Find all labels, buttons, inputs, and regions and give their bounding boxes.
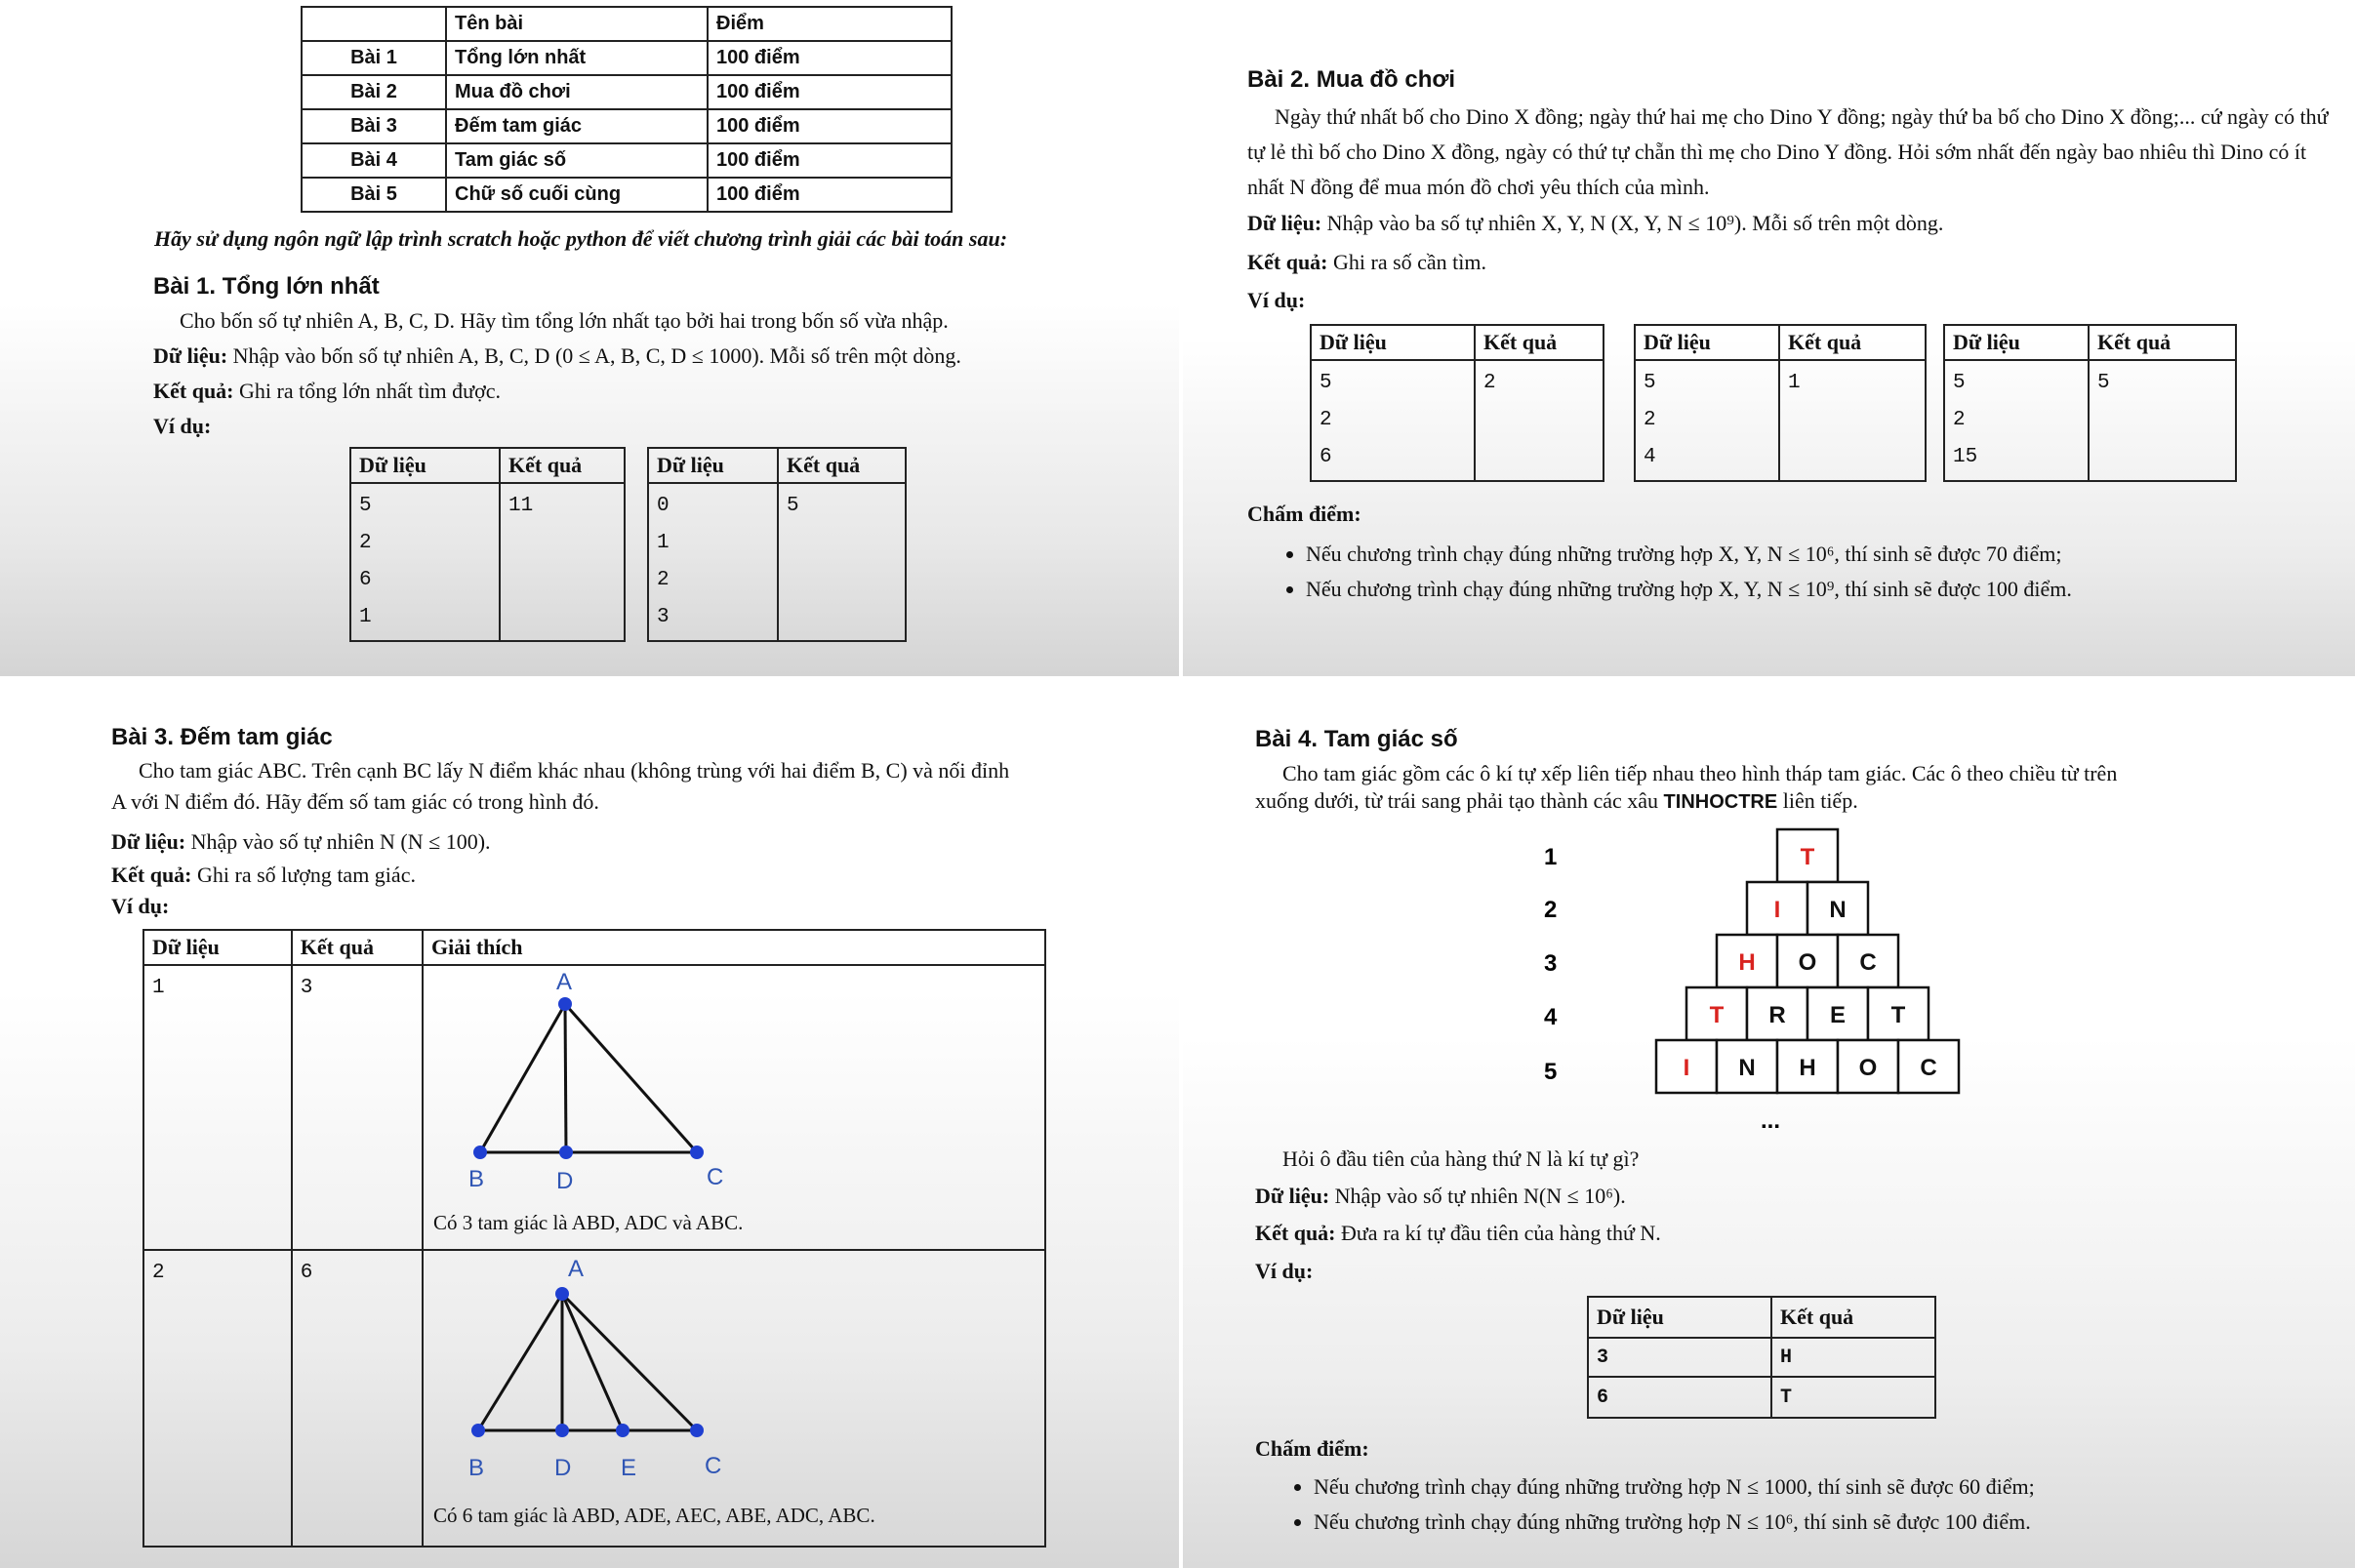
- pyramid-letter: T: [1890, 1002, 1906, 1028]
- instruction-text: Hãy sử dụng ngôn ngữ lập trình scratch hoặc python để viết chương trình giải các bài toán sau:: [154, 226, 1008, 251]
- example-input-line: 4: [1644, 446, 1656, 468]
- summary-row: [302, 178, 952, 212]
- pyramid-letter: I: [1773, 897, 1781, 923]
- quadrant-bai2: [1183, 0, 2355, 676]
- pyramid-letter: C: [1920, 1055, 1937, 1081]
- bai3-output-label: Kết quả:: [111, 863, 192, 887]
- example-input-line: 0: [657, 495, 670, 517]
- row-number: 4: [1544, 1004, 1558, 1030]
- bai1-input-text: Nhập vào bốn số tự nhiên A, B, C, D (0 ≤ A, B, C, D ≤ 1000). Mỗi số trên một dòng.: [227, 343, 961, 368]
- summary-cell: Đếm tam giác: [446, 109, 708, 143]
- bai4-input-text: Nhập vào số tự nhiên N(N ≤ 10⁶).: [1329, 1184, 1626, 1208]
- bai1-output-label: Kết quả:: [153, 379, 234, 403]
- point-d: [555, 1424, 569, 1437]
- bai4-output-line: [1255, 1219, 1661, 1248]
- example-input-line: 6: [359, 569, 372, 591]
- bai4-description-end: liên tiếp.: [1777, 788, 1858, 813]
- summary-row: [302, 143, 952, 178]
- bai2-input-label: Dữ liệu:: [1247, 211, 1322, 235]
- example-input-line: 6: [1320, 446, 1332, 468]
- summary-cell: Bài 3: [302, 109, 446, 143]
- summary-cell: Bài 2: [302, 75, 446, 109]
- example-input-line: 5: [1953, 372, 1966, 394]
- bai2-output-line: [1247, 248, 1486, 277]
- bai4-example-table: [1587, 1296, 1936, 1419]
- bai3-description-line2: A với N điểm đó. Hãy đếm số tam giác có trong hình đó.: [111, 789, 599, 814]
- bai1-example-table-1: [349, 447, 626, 642]
- example-input-line: 5: [359, 495, 372, 517]
- quadrant-bai1: [0, 0, 1179, 676]
- point-c: [690, 1146, 704, 1159]
- col-header-output: Kết quả: [500, 448, 625, 483]
- bai4-input-line: [1255, 1182, 1626, 1211]
- bai4-description-text: xuống dưới, từ trái sang phải tạo thành các xâu: [1255, 788, 1664, 813]
- example-output: T: [1771, 1377, 1935, 1418]
- example-input-line: 2: [1320, 409, 1332, 431]
- example-input: [648, 483, 778, 641]
- scoring-item: • Nếu chương trình chạy đúng những trường hợp X, Y, N ≤ 10⁹, thí sinh sẽ được 100 điểm.: [1306, 572, 2072, 607]
- point-d: [559, 1146, 573, 1159]
- example-output: 11: [500, 483, 625, 641]
- summary-cell: 100 điểm: [708, 109, 952, 143]
- col-header-input: Dữ liệu: [143, 930, 292, 965]
- bai1-example-label: Ví dụ:: [153, 414, 212, 438]
- scoring-item: • Nếu chương trình chạy đúng những trường hợp N ≤ 1000, thí sinh sẽ được 60 điểm;: [1314, 1469, 2035, 1505]
- bai4-description-line1: Cho tam giác gồm các ô kí tự xếp liên tiếp nhau theo hình tháp tam giác. Các ô theo chiều từ trên: [1282, 761, 2118, 785]
- label-d: D: [554, 1455, 572, 1481]
- pyramid-ellipsis: ...: [1761, 1107, 1781, 1134]
- bai3-input-text: Nhập vào số tự nhiên N (N ≤ 100).: [185, 829, 491, 854]
- example-input: [350, 483, 500, 641]
- row-number: 3: [1544, 950, 1558, 977]
- bai3-input-line: [111, 827, 491, 857]
- bai3-output-line: [111, 861, 416, 890]
- col-header-output: Kết quả: [778, 448, 906, 483]
- scoring-item: • Nếu chương trình chạy đúng những trường hợp N ≤ 10⁶, thí sinh sẽ được 100 điểm.: [1314, 1505, 2035, 1540]
- example-output: 6: [292, 1250, 423, 1547]
- summary-cell: 100 điểm: [708, 178, 952, 212]
- example-input-line: 1: [657, 532, 670, 554]
- label-a: A: [556, 969, 573, 995]
- label-b: B: [468, 1166, 485, 1192]
- col-header-explain: Giải thích: [423, 930, 1045, 965]
- label-b: B: [468, 1455, 485, 1481]
- example-output: 2: [1475, 360, 1604, 481]
- example-input: 2: [143, 1250, 292, 1547]
- example-input: 1: [143, 965, 292, 1250]
- summary-row: [302, 41, 952, 75]
- summary-cell: Tam giác số: [446, 143, 708, 178]
- bai2-example-table-3: [1943, 324, 2237, 482]
- example-input: 3: [1588, 1338, 1771, 1377]
- bai3-output-text: Ghi ra số lượng tam giác.: [191, 863, 416, 887]
- bai2-example-table-2: [1634, 324, 1927, 482]
- example-output: H: [1771, 1338, 1935, 1377]
- bai4-scoring-label: Chấm điểm:: [1255, 1436, 1369, 1461]
- col-header-input: Dữ liệu: [1311, 325, 1475, 360]
- bai2-output-label: Kết quả:: [1247, 250, 1328, 274]
- pyramid-letter: R: [1768, 1002, 1786, 1028]
- bai4-question: Hỏi ô đầu tiên của hàng thứ N là kí tự gì?: [1282, 1146, 1640, 1171]
- pyramid-letter: I: [1683, 1055, 1690, 1081]
- point-a: [555, 1287, 569, 1301]
- example-input-line: 15: [1953, 446, 1978, 468]
- summary-cell: 100 điểm: [708, 41, 952, 75]
- pyramid-letter: E: [1829, 1002, 1847, 1028]
- example-input-line: 2: [657, 569, 670, 591]
- bai2-output-text: Ghi ra số cần tìm.: [1327, 250, 1487, 274]
- edge-ab: [480, 1004, 565, 1152]
- col-header-output: Kết quả: [292, 930, 423, 965]
- summary-header-cell: Điểm: [708, 7, 952, 41]
- col-header-output: Kết quả: [1475, 325, 1604, 360]
- scoring-item: • Nếu chương trình chạy đúng những trường hợp X, Y, N ≤ 10⁶, thí sinh sẽ được 70 điểm;: [1306, 537, 2072, 572]
- col-header-input: Dữ liệu: [1588, 1297, 1771, 1338]
- bai2-input-text: Nhập vào ba số tự nhiên X, Y, N (X, Y, N ≤ 10⁹). Mỗi số trên một dòng.: [1321, 211, 1944, 235]
- triangle-diagram-2: [431, 1255, 1036, 1497]
- point-a: [558, 997, 572, 1011]
- col-header-output: Kết quả: [1771, 1297, 1935, 1338]
- bai2-title: Bài 2. Mua đồ chơi: [1247, 66, 1456, 93]
- example-input-line: 1: [359, 606, 372, 628]
- summary-cell: 100 điểm: [708, 143, 952, 178]
- row-number: 2: [1544, 897, 1558, 923]
- example-input-line: 2: [1644, 409, 1656, 431]
- quadrant-bai4: [1183, 681, 2355, 1568]
- col-header-input: Dữ liệu: [1944, 325, 2089, 360]
- col-header-output: Kết quả: [1779, 325, 1926, 360]
- bai4-scoring-list: [1255, 1469, 2035, 1540]
- pyramid-letter: H: [1799, 1055, 1816, 1081]
- col-header-input: Dữ liệu: [350, 448, 500, 483]
- pyramid-letter: T: [1800, 844, 1815, 870]
- example-input-line: 5: [1644, 372, 1656, 394]
- example-input: [1635, 360, 1779, 481]
- pyramid-letter: N: [1829, 897, 1847, 923]
- bai4-title: Bài 4. Tam giác số: [1255, 726, 1458, 752]
- bai4-example-label: Ví dụ:: [1255, 1259, 1314, 1283]
- example-output: 5: [2089, 360, 2236, 481]
- example-explain: [423, 1250, 1045, 1547]
- col-header-input: Dữ liệu: [1635, 325, 1779, 360]
- row-numbers: [1544, 844, 1558, 1085]
- label-a: A: [568, 1256, 585, 1282]
- summary-cell: Chữ số cuối cùng: [446, 178, 708, 212]
- bai1-title: Bài 1. Tổng lớn nhất: [153, 273, 380, 300]
- example-output: 5: [778, 483, 906, 641]
- summary-table: [301, 6, 953, 213]
- bai1-input-label: Dữ liệu:: [153, 343, 228, 368]
- pyramid-letter: O: [1798, 949, 1817, 976]
- edge-ac: [562, 1294, 697, 1430]
- summary-cell: Tổng lớn nhất: [446, 41, 708, 75]
- summary-cell: Bài 5: [302, 178, 446, 212]
- edge-ad: [565, 1004, 566, 1152]
- label-e: E: [621, 1455, 637, 1481]
- edge-ac: [565, 1004, 697, 1152]
- label-d: D: [556, 1168, 574, 1194]
- triangle-diagram-1: [431, 970, 1036, 1204]
- example-input: 6: [1588, 1377, 1771, 1418]
- example-input-line: 5: [1320, 372, 1332, 394]
- pyramid-letter: H: [1738, 949, 1756, 976]
- bai2-scoring-label: Chấm điểm:: [1247, 502, 1361, 526]
- bai4-description-line2: [1255, 786, 1858, 817]
- col-header-output: Kết quả: [2089, 325, 2236, 360]
- point-b: [473, 1146, 487, 1159]
- row-number: 1: [1544, 844, 1558, 870]
- bai1-output-line: [153, 377, 501, 406]
- bai1-input-line: [153, 342, 961, 371]
- example-input-line: 3: [657, 606, 670, 628]
- example-output: 1: [1779, 360, 1926, 481]
- example-explain: [423, 965, 1045, 1250]
- edge-ae: [562, 1294, 623, 1430]
- edge-ab: [478, 1294, 562, 1430]
- explain-text: Có 6 tam giác là ABD, ADE, AEC, ABE, ADC, ABC.: [433, 1504, 875, 1527]
- example-row: [143, 965, 1045, 1250]
- bai1-output-text: Ghi ra tổng lớn nhất tìm được.: [233, 379, 501, 403]
- bai2-description: Ngày thứ nhất bố cho Dino X đồng; ngày thứ hai mẹ cho Dino Y đồng; ngày thứ ba bố cho Dino X đồng;... cứ ngày có thứ tự lẻ thì bố cho Dino X đồng, ngày có thứ tự chẵn thì mẹ cho Dino Y đồng. Hỏi sớm nhất đến ngày bao nhiêu thì Dino có ít nhất N đồng để mua món đồ chơi yêu thích của mình.: [1247, 104, 2329, 199]
- bai3-example-table: [142, 929, 1046, 1548]
- example-input-line: 2: [359, 532, 372, 554]
- label-c: C: [707, 1164, 724, 1190]
- example-input: [1944, 360, 2089, 481]
- pyramid-letter: C: [1859, 949, 1877, 976]
- summary-cell: Bài 1: [302, 41, 446, 75]
- bai3-input-label: Dữ liệu:: [111, 829, 186, 854]
- explain-text: Có 3 tam giác là ABD, ADC và ABC.: [433, 1211, 744, 1234]
- example-input-line: 2: [1953, 409, 1966, 431]
- label-c: C: [705, 1453, 722, 1479]
- pyramid-letter: T: [1709, 1002, 1725, 1028]
- summary-cell: Mua đồ chơi: [446, 75, 708, 109]
- bai4-output-text: Đưa ra kí tự đầu tiên của hàng thứ N.: [1335, 1221, 1661, 1245]
- summary-header-row: [302, 7, 952, 41]
- pyramid-letter: N: [1738, 1055, 1756, 1081]
- point-c: [690, 1424, 704, 1437]
- bai4-output-label: Kết quả:: [1255, 1221, 1336, 1245]
- summary-row: [302, 75, 952, 109]
- bai2-input-line: [1247, 209, 1943, 238]
- point-b: [471, 1424, 485, 1437]
- bai1-example-table-2: [647, 447, 907, 642]
- bai4-keyword: TINHOCTRE: [1663, 791, 1778, 813]
- bai1-description: Cho bốn số tự nhiên A, B, C, D. Hãy tìm tổng lớn nhất tạo bởi hai trong bốn số vừa nhập.: [180, 308, 949, 333]
- summary-cell: Bài 4: [302, 143, 446, 178]
- example-output: 3: [292, 965, 423, 1250]
- point-e: [616, 1424, 629, 1437]
- example-input: [1311, 360, 1475, 481]
- letter-pyramid: [1544, 827, 1937, 1149]
- summary-row: [302, 109, 952, 143]
- example-row: [143, 1250, 1045, 1547]
- summary-header-cell: [302, 7, 446, 41]
- summary-header-cell: Tên bài: [446, 7, 708, 41]
- bai2-example-table-1: [1310, 324, 1604, 482]
- summary-cell: 100 điểm: [708, 75, 952, 109]
- bai4-input-label: Dữ liệu:: [1255, 1184, 1330, 1208]
- col-header-input: Dữ liệu: [648, 448, 778, 483]
- bai3-example-label: Ví dụ:: [111, 894, 170, 918]
- pyramid-letter: O: [1858, 1055, 1878, 1081]
- bai3-title: Bài 3. Đếm tam giác: [111, 724, 333, 750]
- row-number: 5: [1544, 1059, 1558, 1085]
- quadrant-bai3: [0, 681, 1179, 1568]
- bai3-description-line1: Cho tam giác ABC. Trên cạnh BC lấy N điểm khác nhau (không trùng với hai điểm B, C) và nối đỉnh: [139, 758, 1010, 783]
- bai2-scoring-list: [1247, 537, 2072, 607]
- bai2-example-label: Ví dụ:: [1247, 288, 1306, 312]
